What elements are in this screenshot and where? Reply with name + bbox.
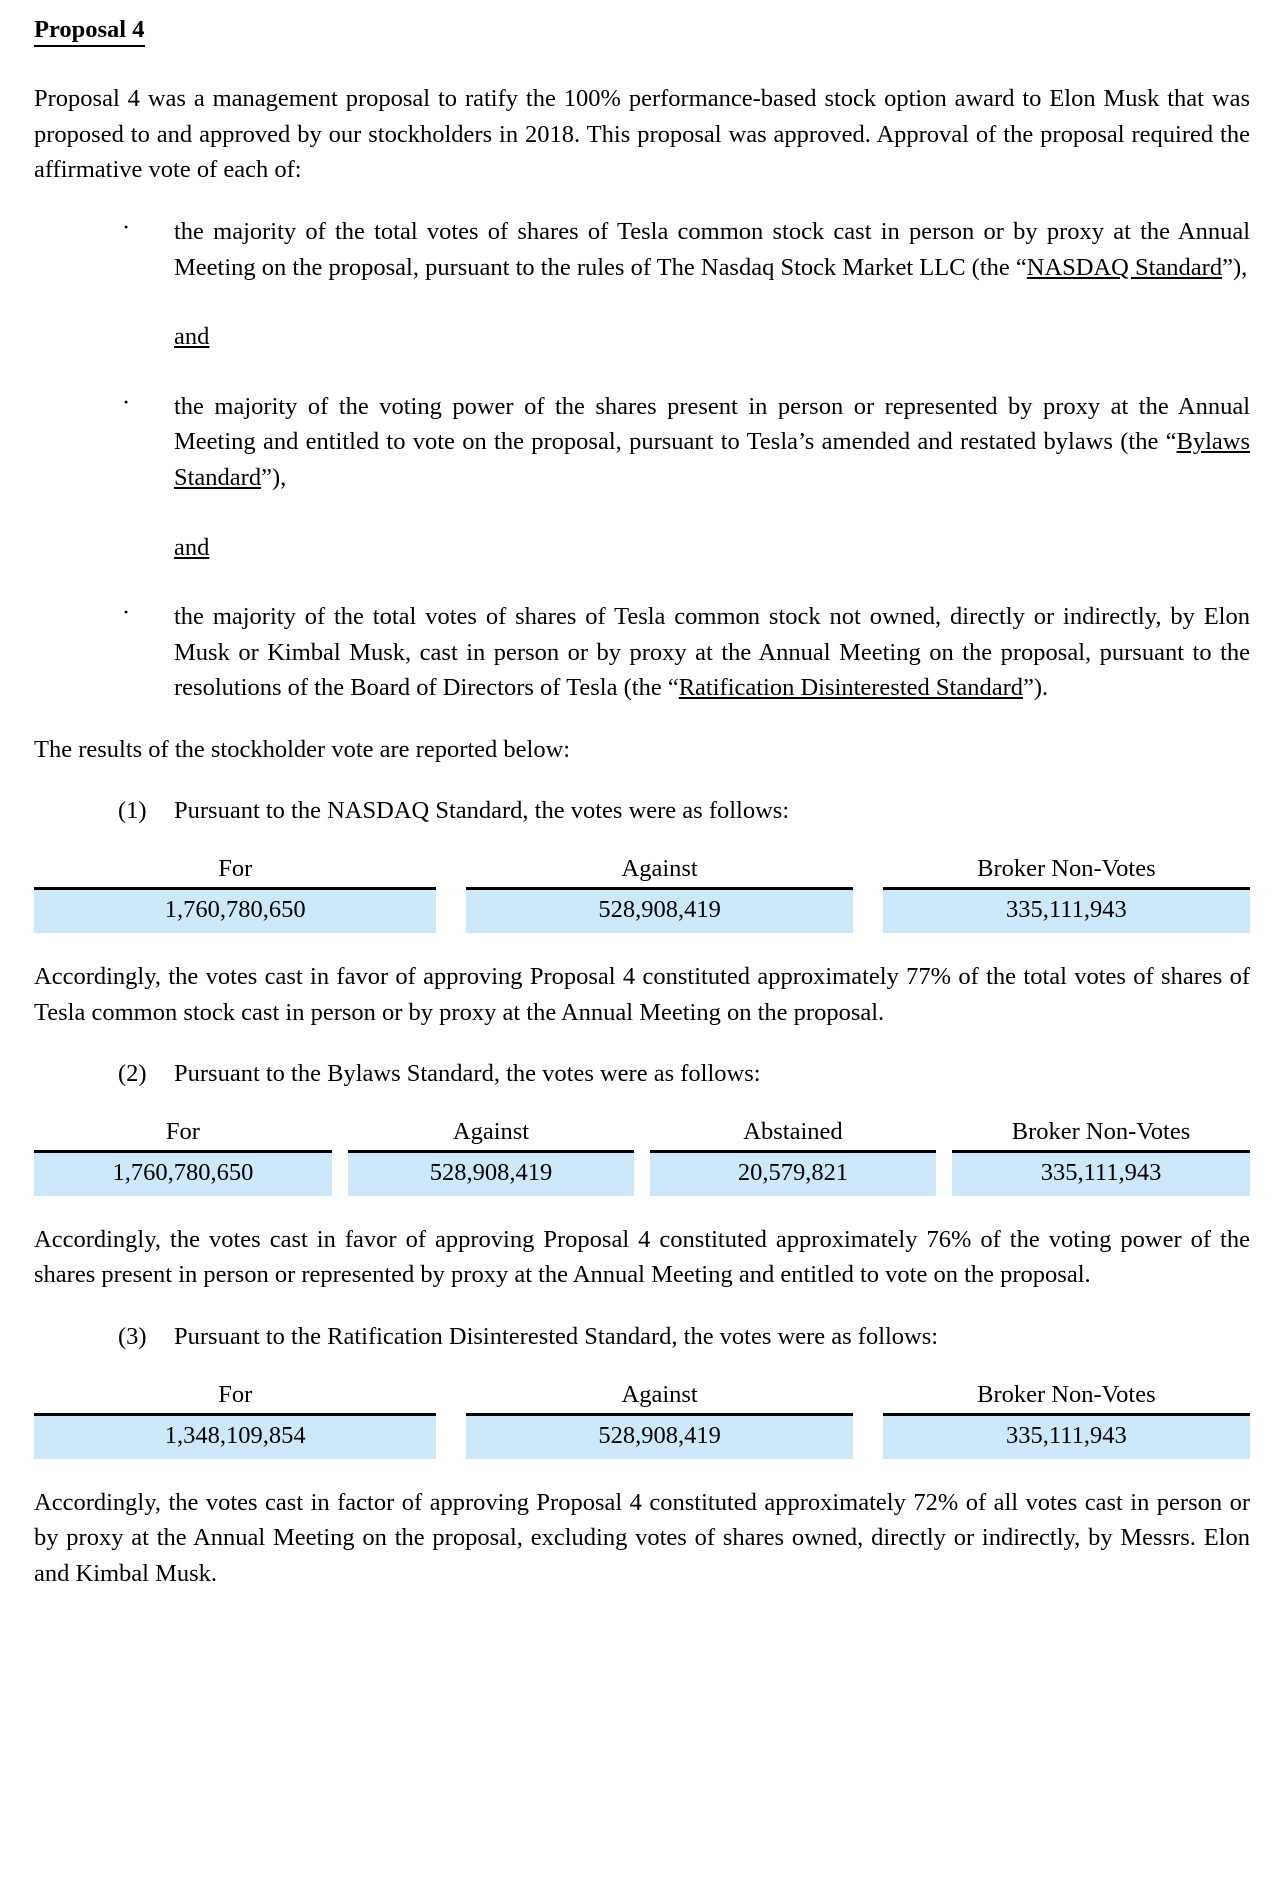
column-gap <box>853 889 883 934</box>
table-cell: 1,760,780,650 <box>34 1151 332 1196</box>
column-gap <box>332 1116 348 1152</box>
column-gap <box>936 1116 952 1152</box>
column-gap <box>436 1414 466 1459</box>
column-gap <box>936 1151 952 1196</box>
column-header: Against <box>348 1116 634 1152</box>
column-header: Against <box>466 853 853 889</box>
vote-table-nasdaq <box>34 853 1250 933</box>
bullet-text-before: the majority of the total votes of shares of Tesla common stock not owned, directly or indirectly, by Elon Musk or Kimbal Musk, cast in person or by proxy at the Annual Meeting on the proposal, pursuant to the resolutions of the Board of Directors of Tesla (the “ <box>174 603 1250 702</box>
section-heading-text: Pursuant to the Ratification Disinterested Standard, the votes were as follows: <box>174 1323 939 1351</box>
table-row <box>34 1151 1250 1196</box>
bullet-text-after: ”), <box>1222 253 1248 281</box>
column-gap <box>436 853 466 889</box>
document-content <box>34 16 1250 1591</box>
section-heading-3 <box>34 1319 1250 1355</box>
column-header: Broker Non-Votes <box>952 1116 1250 1152</box>
section-number: (3) <box>118 1323 147 1351</box>
table-header-row <box>34 1379 1250 1415</box>
table-cell: 335,111,943 <box>883 889 1250 934</box>
column-header: For <box>34 853 436 889</box>
column-header: For <box>34 1116 332 1152</box>
table-cell: 20,579,821 <box>650 1151 936 1196</box>
section-following-paragraph-1: Accordingly, the votes cast in favor of approving Proposal 4 constituted approximately 77% of the total votes of shares of Tesla common stock cast in person or by proxy at the Annual Meeting on the proposal. <box>34 963 1250 1026</box>
column-header: Broker Non-Votes <box>883 853 1250 889</box>
column-gap <box>853 1414 883 1459</box>
defined-term-bylaws-standard: Bylaws Standard <box>174 428 1250 491</box>
column-gap <box>853 853 883 889</box>
table-cell: 528,908,419 <box>348 1151 634 1196</box>
table-cell: 528,908,419 <box>466 889 853 934</box>
conjunction-and-1 <box>34 319 1250 355</box>
section-following-paragraph-2: Accordingly, the votes cast in favor of approving Proposal 4 constituted approximately 76% of the voting power of the shares present in person or represented by proxy at the Annual Meeting and entitled to vote on the proposal. <box>34 1225 1250 1289</box>
vote-table-ratification-disinterested <box>34 1379 1250 1459</box>
requirements-list <box>34 214 1250 706</box>
spacer <box>34 565 1250 599</box>
column-header: Abstained <box>650 1116 936 1152</box>
column-gap <box>634 1116 650 1152</box>
section-heading-1 <box>34 793 1250 829</box>
table-cell: 528,908,419 <box>466 1414 853 1459</box>
column-gap <box>634 1151 650 1196</box>
list-item <box>34 389 1250 496</box>
column-header: For <box>34 1379 436 1415</box>
table-cell: 1,348,109,854 <box>34 1414 436 1459</box>
vote-table-bylaws <box>34 1116 1250 1196</box>
conjunction-label: and <box>174 533 210 561</box>
column-gap <box>436 889 466 934</box>
table-header-row <box>34 1116 1250 1152</box>
spacer <box>34 496 1250 530</box>
bullet-text-after: ”). <box>1022 674 1049 702</box>
list-item <box>34 214 1250 285</box>
list-item <box>34 599 1250 706</box>
bullet-text-after: ”), <box>261 463 287 491</box>
spacer <box>34 285 1250 319</box>
conjunction-label: and <box>174 323 210 351</box>
spacer <box>34 706 1250 732</box>
defined-term-nasdaq-standard: NASDAQ Standard <box>1026 253 1223 281</box>
table-header-row <box>34 853 1250 889</box>
table-row <box>34 889 1250 934</box>
section-heading-2 <box>34 1056 1250 1092</box>
section-number: (1) <box>118 797 147 825</box>
bullet-text-before: the majority of the voting power of the shares present in person or represented by proxy at the Annual Meeting and entitled to vote on the proposal, pursuant to Tesla’s amended and restated bylaws (the “ <box>174 392 1250 456</box>
page-title: Proposal 4 <box>34 16 145 47</box>
table-cell: 1,760,780,650 <box>34 889 436 934</box>
table-row <box>34 1414 1250 1459</box>
column-gap <box>332 1151 348 1196</box>
defined-term-ratification-disinterested-standard: Ratification Disinterested Standard <box>678 674 1023 702</box>
column-header: Against <box>466 1379 853 1415</box>
section-following-paragraph-3: Accordingly, the votes cast in factor of approving Proposal 4 constituted approximately 72% of all votes cast in person or by proxy at the Annual Meeting on the proposal, excluding votes of shares owned, directly or indirectly, by Messrs. Elon and Kimbal Musk. <box>34 1488 1250 1587</box>
spacer <box>34 355 1250 389</box>
section-heading-text: Pursuant to the NASDAQ Standard, the votes were as follows: <box>174 797 790 825</box>
column-gap <box>436 1379 466 1415</box>
page-title-wrapper <box>34 16 1250 47</box>
bullet-text-before: the majority of the total votes of shares of Tesla common stock cast in person or by proxy at the Annual Meeting on the proposal, pursuant to the rules of The Nasdaq Stock Market LLC (the “ <box>174 217 1250 281</box>
table-cell: 335,111,943 <box>952 1151 1250 1196</box>
intro-paragraph: Proposal 4 was a management proposal to ratify the 100% performance-based stock option award to Elon Musk that was proposed to and approved by our stockholders in 2018. This proposal was approved. Approval of the proposal required the affirmative vote of each of: <box>34 85 1250 184</box>
results-intro: The results of the stockholder vote are reported below: <box>34 735 571 763</box>
column-gap <box>853 1379 883 1415</box>
table-cell: 335,111,943 <box>883 1414 1250 1459</box>
section-number: (2) <box>118 1060 147 1088</box>
conjunction-and-2 <box>34 530 1250 566</box>
column-header: Broker Non-Votes <box>883 1379 1250 1415</box>
section-heading-text: Pursuant to the Bylaws Standard, the votes were as follows: <box>174 1060 761 1088</box>
